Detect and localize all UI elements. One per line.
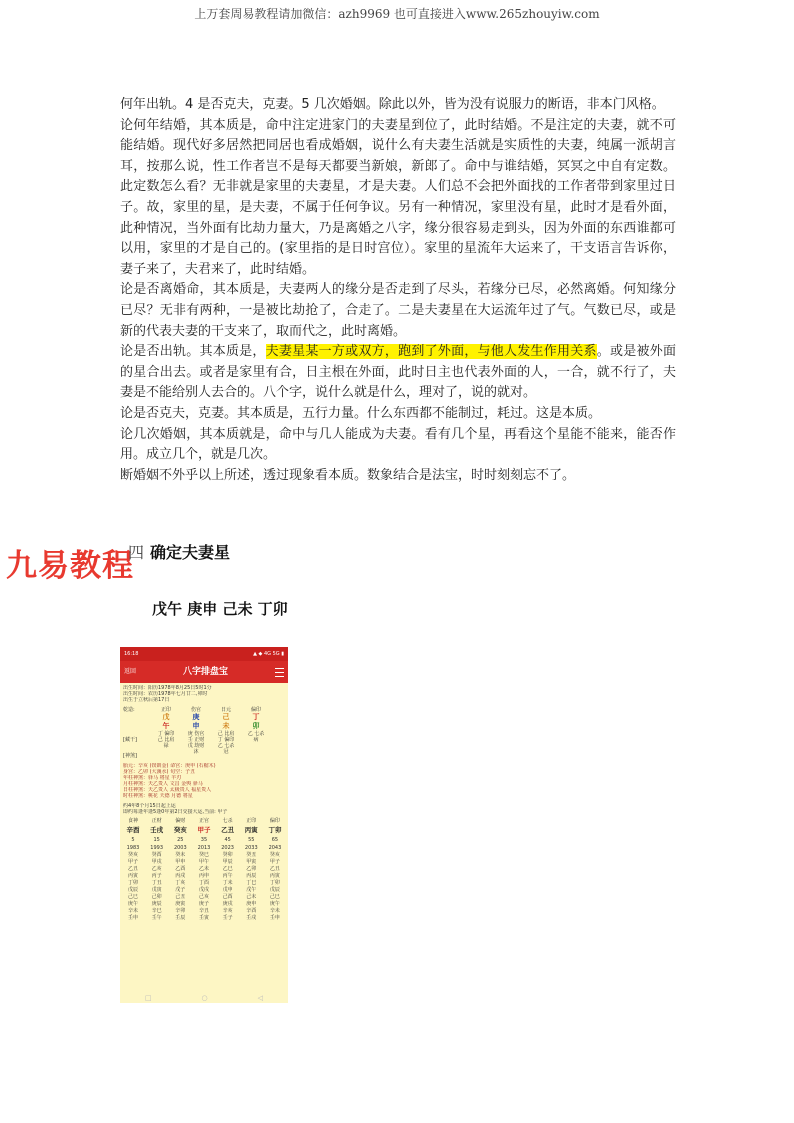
shishen: 正印 bbox=[160, 707, 171, 713]
liunian-cell: 癸未 bbox=[175, 852, 186, 858]
liunian-cell: 庚戌 bbox=[222, 901, 233, 907]
paragraph: 论是否离婚命，其本质是，夫妻两人的缘分是否走到了尽头，若缘分已尽，必然离婚。何知缘分已尽？无非有两种，一是被比劫抢了，合走了。二是夫妻星在大运流年过了气。气数已尽，或是新的代表夫妻的干支来了，取而代之，此时离婚。 bbox=[120, 282, 676, 339]
dizhi: 申 bbox=[192, 722, 200, 730]
liunian-cell: 庚午 bbox=[127, 901, 138, 907]
dishi: 禄 bbox=[163, 743, 169, 749]
liunian-cell: 乙卯 bbox=[246, 866, 257, 872]
liunian-cell: 壬申 bbox=[127, 915, 138, 921]
liunian-cell: 戊戌 bbox=[198, 887, 209, 893]
dayun-shishen: 正印 bbox=[246, 818, 257, 824]
info-line: 出生于立秋后第17日 bbox=[123, 697, 170, 703]
dayun-year-row bbox=[120, 844, 288, 852]
dayun-year: 1983 bbox=[126, 845, 140, 851]
dayun-age: 15 bbox=[153, 837, 160, 843]
canggan: 丁 偏印 bbox=[217, 737, 235, 743]
liunian-cell: 辛卯 bbox=[175, 908, 186, 914]
shensha-info bbox=[120, 761, 288, 801]
jiaoyun-text: 即约每逢年逢5逢0年第2日交接大运,当前: 甲子 bbox=[123, 809, 228, 815]
section-heading bbox=[128, 540, 230, 563]
liunian-cell: 辛酉 bbox=[246, 908, 257, 914]
home-icon[interactable]: ○ bbox=[201, 994, 208, 1002]
liunian-cell: 庚辰 bbox=[151, 901, 162, 907]
canggan: 乙 七杀 bbox=[217, 743, 235, 749]
liunian-row bbox=[120, 894, 288, 901]
liunian-cell: 己巳 bbox=[127, 894, 138, 900]
liunian-cell: 丙戌 bbox=[175, 873, 186, 879]
pillar-year bbox=[151, 707, 181, 759]
liunian-cell: 丁卯 bbox=[269, 880, 280, 886]
pillar-hour bbox=[241, 707, 271, 759]
liunian-row bbox=[120, 887, 288, 894]
liunian-cell: 丁酉 bbox=[198, 880, 209, 886]
dayun-ganzhi: 壬戌 bbox=[150, 826, 164, 834]
pillar-label: [藏干] bbox=[123, 737, 137, 743]
liunian-cell: 己酉 bbox=[222, 894, 233, 900]
canggan: 己 比肩 bbox=[217, 731, 235, 737]
dayun-year: 2033 bbox=[244, 845, 258, 851]
liunian-cell: 甲辰 bbox=[222, 859, 233, 865]
liunian-cell: 癸亥 bbox=[269, 852, 280, 858]
dayun-shishen-row bbox=[120, 817, 288, 825]
back-button[interactable]: 返回 bbox=[124, 668, 137, 675]
info-line: 年柱神煞：驿马 将星 羊刃 bbox=[123, 775, 182, 781]
dayun-age: 45 bbox=[224, 837, 231, 843]
liunian-cell: 辛未 bbox=[269, 908, 280, 914]
dayun-ganzhi: 癸亥 bbox=[173, 826, 187, 834]
liunian-cell: 丁未 bbox=[222, 880, 233, 886]
liunian-cell: 丙子 bbox=[151, 873, 162, 879]
liunian-cell: 乙酉 bbox=[175, 866, 186, 872]
liunian-cell: 己亥 bbox=[198, 894, 209, 900]
tiangan: 己 bbox=[222, 713, 230, 721]
dishi: 冠 bbox=[223, 749, 229, 755]
section-title: 确定夫妻星 bbox=[150, 543, 231, 562]
page-header: 上万套周易教程请加微信：azh9969 也可直接进入www.265zhouyiw.com bbox=[194, 7, 600, 21]
liunian-cell: 戊寅 bbox=[151, 887, 162, 893]
info-line: 日柱神煞：天乙贵人 太极贵人 福星贵人 bbox=[123, 787, 212, 793]
liunian-cell: 壬申 bbox=[269, 915, 280, 921]
paragraph bbox=[120, 342, 676, 404]
canggan: 庚 伤官 bbox=[187, 731, 205, 737]
dayun-age-row bbox=[120, 836, 288, 844]
liunian-cell: 甲午 bbox=[198, 859, 209, 865]
pillar-day bbox=[211, 707, 241, 759]
app-title: 八字排盘宝 bbox=[183, 667, 229, 677]
liunian-cell: 甲戌 bbox=[151, 859, 162, 865]
status-time: 16:18 bbox=[124, 651, 139, 657]
android-nav-bar bbox=[120, 991, 288, 1005]
status-bar bbox=[120, 647, 288, 661]
dayun-year: 2043 bbox=[268, 845, 282, 851]
dayun-year: 2013 bbox=[197, 845, 211, 851]
paragraph: 断婚姻不外乎以上所述，透过现象看本质。数象结合是法宝，时时刻刻忘不了。 bbox=[120, 467, 576, 483]
section-number: 四 bbox=[128, 543, 145, 562]
article-body bbox=[120, 95, 676, 486]
dayun-age: 55 bbox=[248, 837, 255, 843]
liunian-cell: 庚寅 bbox=[175, 901, 186, 907]
liunian-cell: 丁亥 bbox=[175, 880, 186, 886]
shishen: 日元 bbox=[220, 707, 231, 713]
liunian-cell: 癸亥 bbox=[127, 852, 138, 858]
info-line: 时柱神煞：桃花 天德 月德 将星 bbox=[123, 793, 193, 799]
dayun-ganzhi: 丁卯 bbox=[268, 826, 282, 834]
liunian-cell: 己丑 bbox=[175, 894, 186, 900]
canggan: 戊 劫财 bbox=[187, 743, 205, 749]
liunian-cell: 丁巳 bbox=[246, 880, 257, 886]
dayun-age: 65 bbox=[271, 837, 279, 843]
liunian-row bbox=[120, 866, 288, 873]
paragraph: 何年出轨。4 是否克夫，克妻。5 几次婚姻。除此以外，皆为没有说服力的断语，非本门风格。 bbox=[120, 97, 665, 112]
liunian-cell: 乙未 bbox=[198, 866, 209, 872]
watermark-logo: 九易教程 bbox=[6, 548, 134, 584]
liunian-cell: 辛未 bbox=[127, 908, 138, 914]
liunian-cell: 己卯 bbox=[151, 894, 162, 900]
pillars-table bbox=[120, 705, 288, 761]
liunian-cell: 壬午 bbox=[151, 915, 162, 921]
dayun-shishen: 七杀 bbox=[222, 818, 233, 824]
dayun-shishen: 正官 bbox=[198, 818, 209, 824]
pillar-label: [神煞] bbox=[123, 753, 137, 759]
liunian-cell: 乙亥 bbox=[151, 866, 162, 872]
liunian-cell: 乙丑 bbox=[127, 866, 138, 872]
liunian-cell: 壬寅 bbox=[198, 915, 209, 921]
liunian-row bbox=[120, 873, 288, 880]
info-line: 胎元：辛亥 (钗钏金) 命宫：庚申 (石榴木) bbox=[123, 763, 216, 769]
liunian-cell: 戊申 bbox=[222, 887, 233, 893]
liunian-cell: 癸丑 bbox=[246, 852, 257, 858]
pillar-month bbox=[181, 707, 211, 759]
liunian-cell: 乙巳 bbox=[222, 866, 233, 872]
canggan: 壬 正财 bbox=[187, 737, 205, 743]
tiangan: 庚 bbox=[192, 713, 200, 721]
liunian-row bbox=[120, 915, 288, 922]
dayun-year: 1993 bbox=[150, 845, 164, 851]
highlighted-text: 夫妻星某一方或双方，跑到了外面，与他人发生作用关系 bbox=[265, 344, 597, 360]
dishi: 沐 bbox=[193, 749, 199, 755]
liunian-cell: 丙辰 bbox=[246, 873, 257, 879]
info-line: 出生时间：阳历1978年8月25日5时1分 bbox=[123, 685, 212, 691]
dayun-age: 35 bbox=[200, 837, 208, 843]
liunian-cell: 戊午 bbox=[246, 887, 257, 893]
liunian-cell: 戊辰 bbox=[127, 887, 138, 893]
liunian-cell: 丁丑 bbox=[151, 880, 162, 886]
liunian-cell: 癸卯 bbox=[222, 852, 233, 858]
dayun-age: 5 bbox=[131, 837, 135, 843]
liunian-grid bbox=[120, 852, 288, 922]
liunian-cell: 乙丑 bbox=[269, 866, 280, 872]
dayun-shishen: 食神 bbox=[127, 818, 138, 824]
back-icon[interactable]: ◁ bbox=[257, 994, 263, 1002]
dayun-shishen: 偏财 bbox=[175, 818, 186, 824]
app-screenshot bbox=[120, 647, 288, 1003]
paragraph-text: 。或是被外面的星合出去。或者是家里有合，日主根在外面，此时日主也代表外面的人，一合，就不行了，夫妻是不能给别人去合的。八个字，说什么就是什么，理对了，说的就对。 bbox=[120, 344, 676, 401]
dishi: 病 bbox=[253, 737, 259, 743]
paragraph: 论何年结婚，其本质是，命中注定进家门的夫妻星到位了，此时结婚。不是注定的夫妻，就不可能结婚。现代好多居然把同居也看成婚姻，说什么有夫妻生活就是实质性的夫妻，纯属一派胡言耳，按那么说，性工作者岂不是每天都要当新娘，新郎了。命中与谁结婚，冥冥之中自有定数。此定数怎么看？无非就是家里的夫妻星，才是夫妻。人们总不会把外面找的工作者带到家里过日子。故，家里的星，是夫妻，不属于任何争议。另有一种情况，家里没有星，此时才是看外面，此种情况，当外面有比劫力量大，乃是离婚之八字，缘分很容易走到头，因为外面的东西谁都可以用，家里的才是自己的。(家里指的是日时宫位）。家里的星流年大运来了，干支语言告诉你，妻子来了，夫君来了，此时结婚。 bbox=[120, 117, 676, 277]
bazi-pillars: 戊午 庚申 己未 丁卯 bbox=[152, 600, 288, 618]
dayun-age: 25 bbox=[177, 837, 184, 843]
liunian-cell: 己未 bbox=[246, 894, 257, 900]
paragraph: 论几次婚姻，其本质就是，命中与几人能成为夫妻。看有几个星，再看这个星能不能来，能否作用。成立几个，就是几次。 bbox=[120, 426, 676, 463]
liunian-row bbox=[120, 859, 288, 866]
dizhi: 午 bbox=[162, 722, 170, 730]
liunian-row bbox=[120, 901, 288, 908]
liunian-cell: 壬戌 bbox=[246, 915, 257, 921]
dizhi: 未 bbox=[222, 722, 230, 730]
liunian-cell: 壬辰 bbox=[175, 915, 186, 921]
paragraph-text: 论是否出轨。其本质是， bbox=[120, 344, 266, 360]
dayun-ganzhi: 乙丑 bbox=[221, 826, 235, 834]
liunian-cell: 甲申 bbox=[175, 859, 186, 865]
status-icons: ▲ ◆ 4G 5G ▮ bbox=[253, 651, 284, 657]
liunian-cell: 甲子 bbox=[269, 859, 280, 865]
shishen: 伤官 bbox=[190, 707, 201, 713]
birth-info bbox=[120, 683, 288, 705]
liunian-cell: 丙寅 bbox=[127, 873, 138, 879]
liunian-cell: 丁卯 bbox=[127, 880, 138, 886]
canggan: 己 比肩 bbox=[157, 737, 175, 743]
liunian-row bbox=[120, 908, 288, 915]
dayun-ganzhi: 丙寅 bbox=[244, 826, 258, 834]
liunian-cell: 辛亥 bbox=[222, 908, 233, 914]
liunian-cell: 戊辰 bbox=[269, 887, 280, 893]
dayun-shishen: 正财 bbox=[151, 818, 162, 824]
dayun-row bbox=[120, 825, 288, 836]
liunian-cell: 辛丑 bbox=[198, 908, 209, 914]
dayun-year: 2003 bbox=[173, 845, 187, 851]
dayun-shishen: 偏印 bbox=[269, 818, 280, 824]
liunian-row bbox=[120, 880, 288, 887]
dayun-year: 2023 bbox=[221, 845, 234, 851]
dayun-ganzhi: 甲子 bbox=[197, 826, 211, 834]
liunian-cell: 壬子 bbox=[222, 915, 233, 921]
tiangan: 丁 bbox=[252, 713, 260, 721]
pillar-label: 乾造: bbox=[123, 707, 135, 713]
liunian-cell: 癸巳 bbox=[198, 852, 209, 858]
liunian-cell: 己巳 bbox=[269, 894, 280, 900]
app-title-bar bbox=[120, 661, 288, 683]
liunian-row bbox=[120, 852, 288, 859]
liunian-cell: 丙寅 bbox=[269, 873, 280, 879]
liunian-cell: 丙午 bbox=[222, 873, 233, 879]
menu-icon[interactable] bbox=[275, 668, 284, 677]
liunian-cell: 癸酉 bbox=[151, 852, 162, 858]
recent-apps-icon[interactable]: □ bbox=[144, 994, 152, 1002]
info-line: 月柱神煞：天乙贵人 文昌 金舆 驿马 bbox=[123, 781, 203, 787]
pillar-labels bbox=[123, 707, 151, 759]
info-line: 身宫：乙卯 (大溪水) 旬空：子丑 bbox=[123, 769, 196, 775]
liunian-cell: 庚午 bbox=[269, 901, 280, 907]
liunian-cell: 甲子 bbox=[127, 859, 138, 865]
dayun-info bbox=[120, 801, 288, 817]
liunian-cell: 庚申 bbox=[246, 901, 257, 907]
info-line: 出生时间：农历1978年七月廿二,卯时 bbox=[123, 691, 208, 697]
liunian-cell: 庚子 bbox=[198, 901, 209, 907]
tiangan: 戊 bbox=[162, 713, 170, 721]
paragraph: 论是否克夫，克妻。其本质是，五行力量。什么东西都不能制过，耗过。这是本质。 bbox=[120, 405, 602, 421]
canggan: 乙 七杀 bbox=[247, 731, 265, 737]
dayun-ganzhi: 辛酉 bbox=[126, 826, 140, 834]
liunian-cell: 丙申 bbox=[198, 873, 209, 879]
dizhi: 卯 bbox=[252, 722, 260, 730]
liunian-cell: 辛巳 bbox=[151, 908, 162, 914]
qiyun-text: 约4年8个月15日起上运 bbox=[123, 803, 176, 809]
shishen: 偏印 bbox=[250, 707, 261, 713]
canggan: 丁 偏印 bbox=[157, 731, 175, 737]
liunian-cell: 戊子 bbox=[175, 887, 186, 893]
liunian-cell: 甲寅 bbox=[246, 859, 257, 865]
